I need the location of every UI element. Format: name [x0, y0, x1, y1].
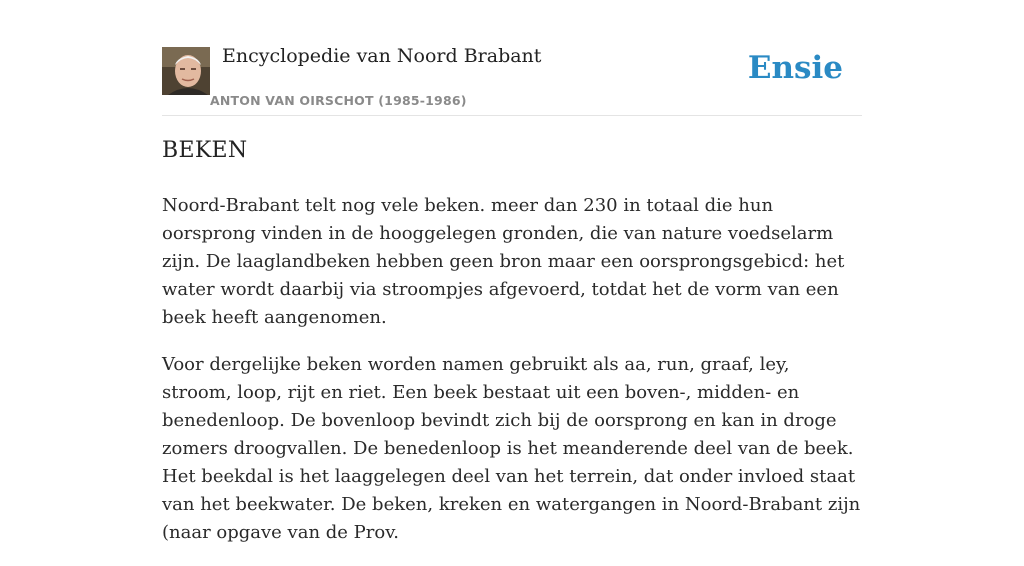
author-avatar[interactable] [162, 47, 210, 95]
header [162, 0, 862, 116]
author-name[interactable]: ANTON VAN OIRSCHOT (1985-1986) [210, 93, 467, 108]
entry-title: BEKEN [162, 138, 248, 163]
entry-paragraph: Noord-Brabant telt nog vele beken. meer dan 230 in totaal die hun oorsprong vinden in de hooggelegen gronden, die van nature voedselarm zijn. De laaglandbeken hebben geen bron maar een oorsprongsgebicd: het water wordt daarbij via stroompjes afgevoerd, totdat het de vorm van een beek heeft aangenomen. [162, 195, 845, 328]
source-title[interactable]: Encyclopedie van Noord Brabant [222, 45, 542, 67]
author-photo-icon [162, 47, 210, 95]
entry-paragraph: Voor dergelijke beken worden namen gebruikt als aa, run, graaf, ley, stroom, loop, rijt en riet. Een beek bestaat uit een boven-, midden- en benedenloop. De bovenloop bevindt zich bij de oorsprong en kan in droge zomers droogvallen. De benedenloop is het meanderende deel van de beek. Het beekdal is het laaggelegen deel van het terrein, dat onder invloed staat van het beekwater. De beken, kreken en watergangen in Noord-Brabant zijn (naar opgave van de Prov. [162, 354, 861, 543]
entry-content [162, 192, 862, 566]
brand-logo[interactable]: Ensie [747, 50, 843, 86]
